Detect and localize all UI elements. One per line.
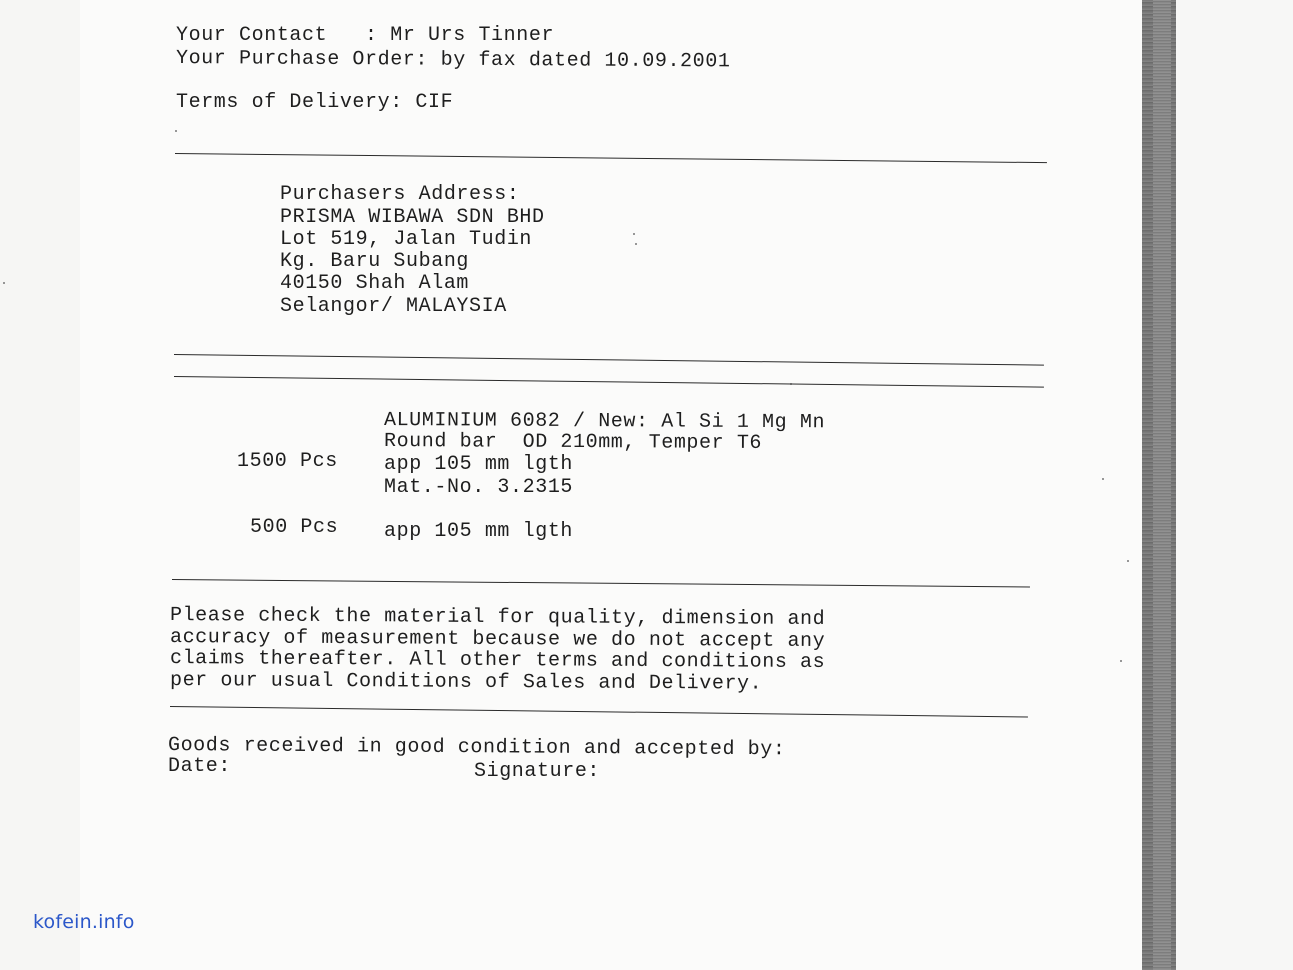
purchaser-city: 40150 Shah Alam xyxy=(280,272,470,295)
scan-shadow-edge-inner xyxy=(1153,0,1171,970)
purchaser-street: Lot 519, Jalan Tudin xyxy=(280,228,533,251)
purchaser-region: Selangor/ MALAYSIA xyxy=(280,295,507,318)
scan-speck xyxy=(1127,560,1129,562)
notice-line-4: per our usual Conditions of Sales and Delivery. xyxy=(169,669,763,696)
notice-line-1: Please check the material for quality, dimension and xyxy=(169,604,826,632)
item-material: ALUMINIUM 6082 / New: Al Si 1 Mg Mn xyxy=(383,409,826,435)
watermark-text: kofein.info xyxy=(33,911,135,933)
purchaser-company: PRISMA WIBAWA SDN BHD xyxy=(280,206,545,229)
scan-left-margin xyxy=(0,0,81,970)
receipt-statement: Goods received in good condition and accepted by: xyxy=(167,734,786,762)
document-page xyxy=(80,0,1145,970)
contact-line: Your Contact : Mr Urs Tinner xyxy=(176,24,555,47)
scan-speck xyxy=(175,130,177,132)
item-quantity-1: 1500 Pcs xyxy=(237,450,338,473)
scan-speck xyxy=(3,282,5,284)
purchaser-heading: Purchasers Address: xyxy=(280,183,520,206)
scan-speck xyxy=(1120,660,1122,662)
purchase-order-line: Your Purchase Order: by fax dated 10.09.2001 xyxy=(175,47,731,74)
item-quantity-2: 500 Pcs xyxy=(250,516,339,539)
notice-line-3: claims thereafter. All other terms and conditions as xyxy=(169,647,826,675)
signature-label: Signature: xyxy=(474,760,601,783)
purchaser-area: Kg. Baru Subang xyxy=(280,250,470,273)
scan-speck xyxy=(1102,478,1104,480)
scan-right-margin xyxy=(1176,0,1293,970)
item-length-1: app 105 mm lgth xyxy=(384,453,574,476)
item-round-bar: Round bar OD 210mm, Temper T6 xyxy=(383,430,763,455)
scan-speck xyxy=(633,233,635,235)
item-length-2: app 105 mm lgth xyxy=(384,520,574,543)
scan-speck xyxy=(635,243,637,245)
notice-line-2: accuracy of measurement because we do not accept any xyxy=(169,626,826,654)
date-label: Date: xyxy=(168,755,232,778)
terms-of-delivery-line: Terms of Delivery: CIF xyxy=(176,91,454,114)
item-material-number: Mat.-No. 3.2315 xyxy=(384,476,574,499)
